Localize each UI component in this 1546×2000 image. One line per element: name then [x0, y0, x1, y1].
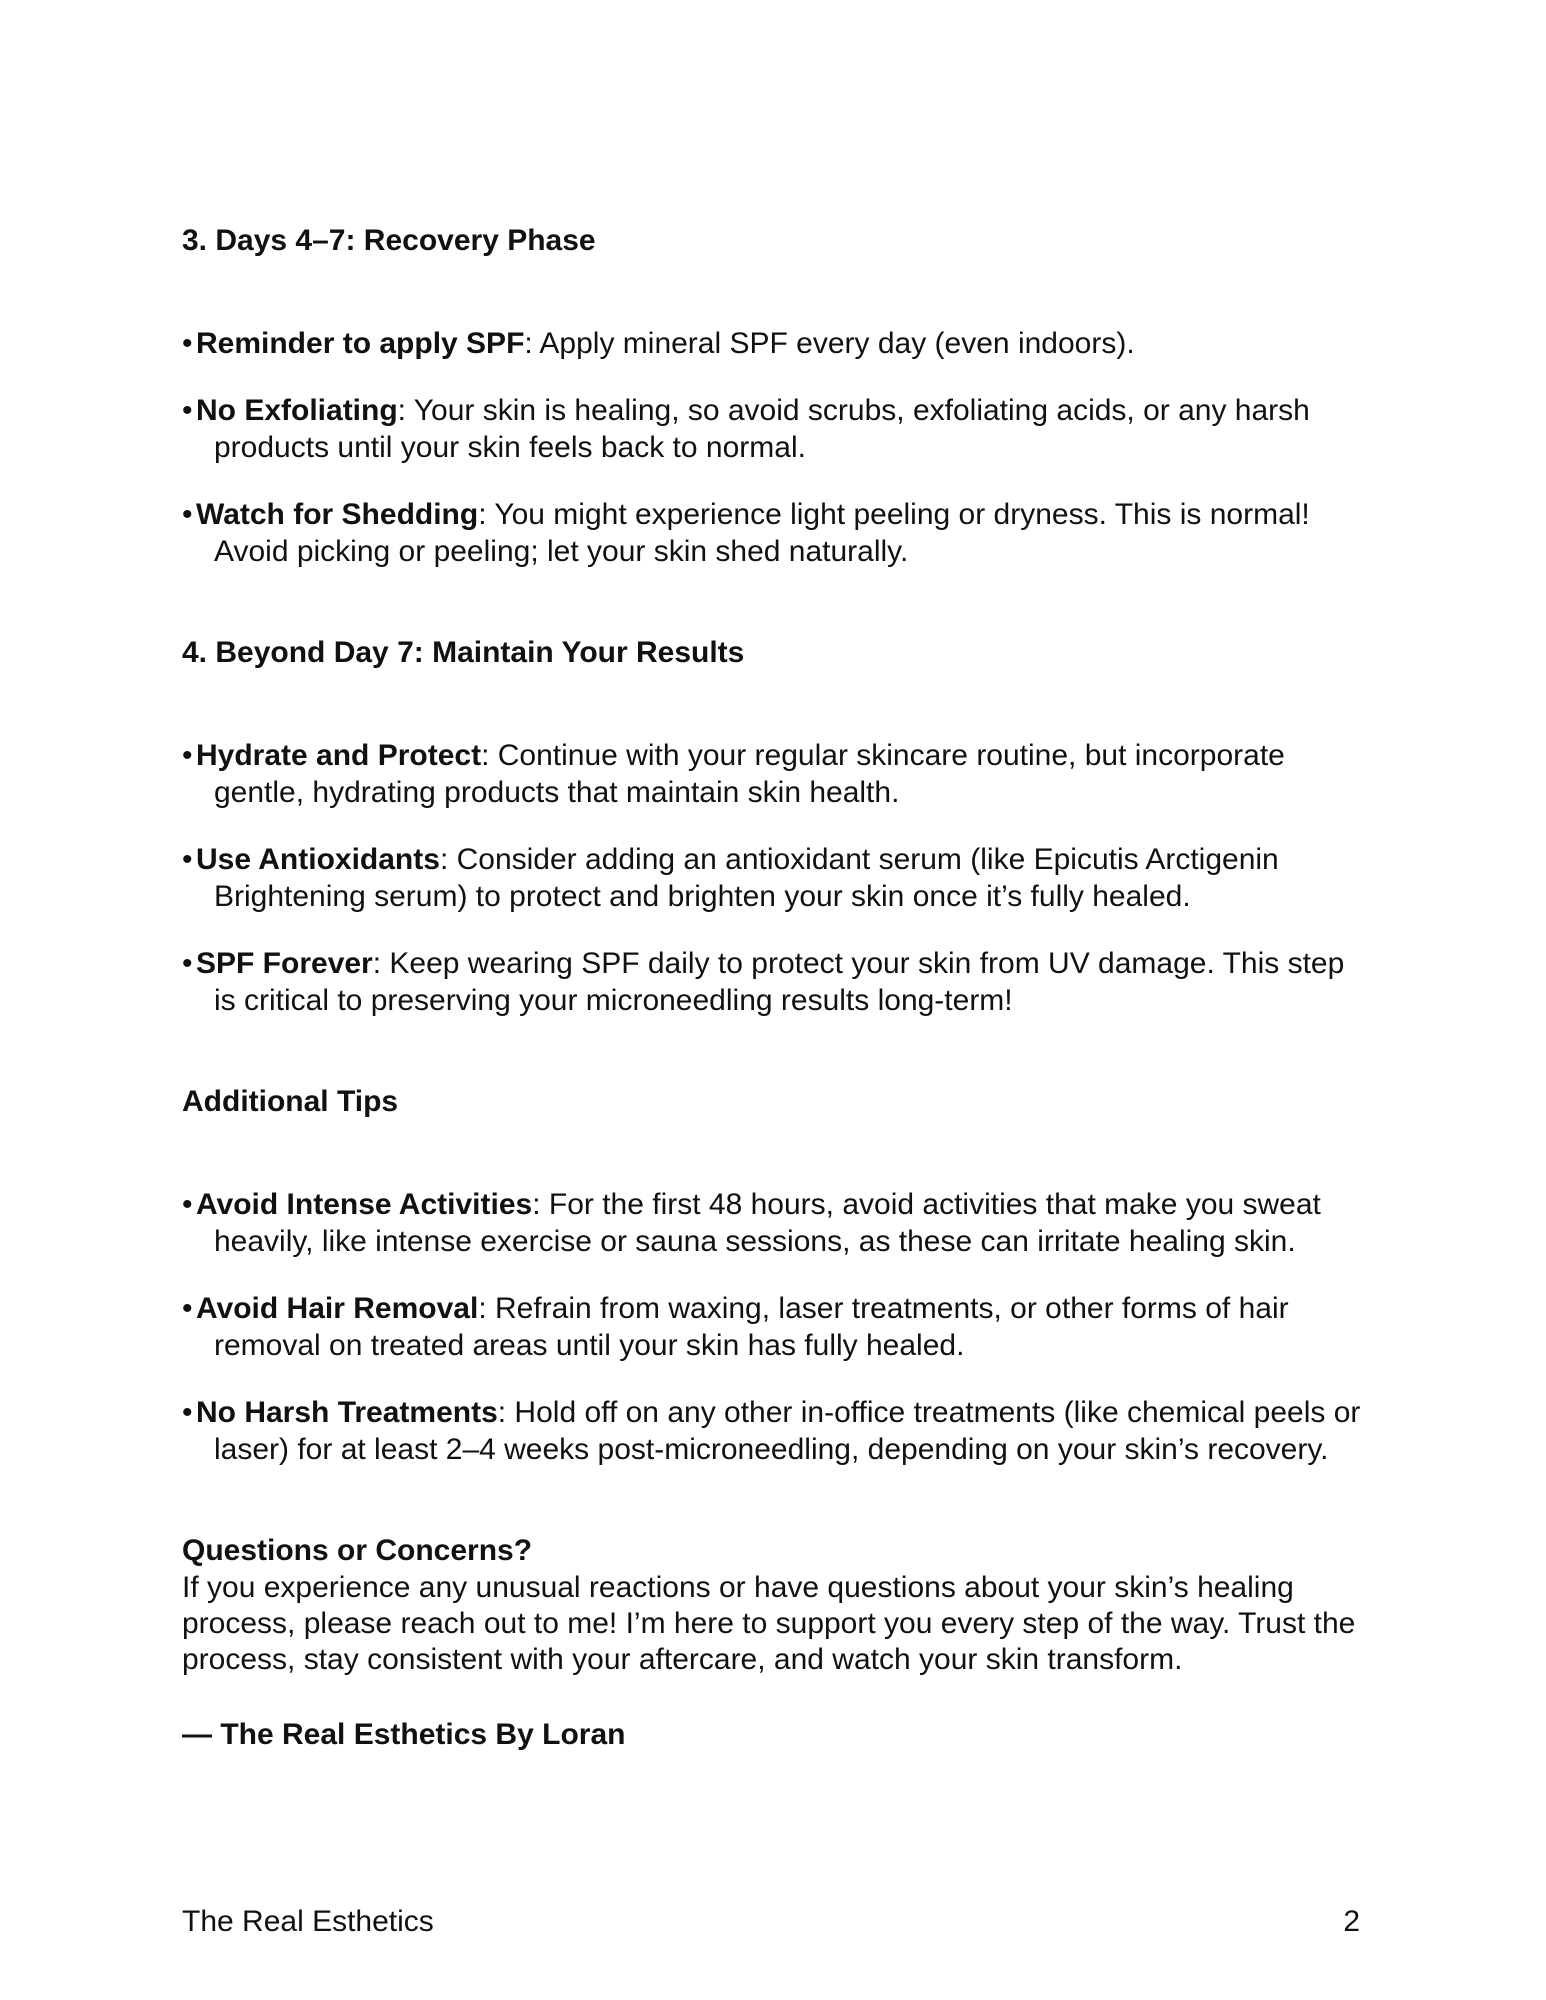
closing-heading: Questions or Concerns? — [182, 1534, 533, 1567]
bullet-title: No Harsh Treatments — [196, 1396, 498, 1429]
bullet-text: : You might experience light peeling or dryness. This is normal! Avoid picking or peeling; let your skin shed naturally. — [214, 498, 1310, 568]
bullet-icon: • — [182, 843, 193, 876]
bullet-text: : Consider adding an antioxidant serum (like Epicutis Arctigenin Brightening serum) to protect and brighten your skin once it’s fully healed. — [214, 843, 1279, 913]
bullet-text: : Your skin is healing, so avoid scrubs, exfoliating acids, or any harsh products until your skin feels back to normal. — [214, 394, 1310, 464]
bullet-title: Hydrate and Protect — [196, 739, 482, 772]
bullet-item — [182, 392, 1362, 466]
section-heading-maintain: 4. Beyond Day 7: Maintain Your Results — [182, 636, 745, 669]
bullet-text: : For the first 48 hours, avoid activities that make you sweat heavily, like intense exercise or sauna sessions, as these can irritate healing skin. — [214, 1188, 1321, 1258]
page-number: 2 — [1343, 1905, 1360, 1938]
bullet-title: Avoid Hair Removal — [196, 1292, 479, 1325]
bullet-item — [182, 841, 1362, 915]
bullet-item — [182, 945, 1362, 1019]
bullet-text: : Hold off on any other in-office treatments (like chemical peels or laser) for at least 2–4 weeks post-microneedling, depending on your skin’s recovery. — [214, 1396, 1361, 1466]
bullet-text: : Apply mineral SPF every day (even indoors). — [524, 327, 1135, 360]
bullet-icon: • — [182, 1396, 193, 1429]
bullet-icon: • — [182, 739, 193, 772]
page-content — [182, 222, 1362, 1754]
bullet-title: Reminder to apply SPF — [196, 327, 525, 360]
bullet-icon: • — [182, 1292, 193, 1325]
signature: — The Real Esthetics By Loran — [182, 1718, 626, 1751]
bullet-item — [182, 737, 1362, 811]
section-heading-additional-tips: Additional Tips — [182, 1085, 399, 1118]
bullet-title: No Exfoliating — [196, 394, 398, 427]
bullet-text: : Refrain from waxing, laser treatments, or other forms of hair removal on treated areas until your skin has fully healed. — [214, 1292, 1289, 1362]
bullet-item — [182, 1186, 1362, 1260]
bullet-title: SPF Forever — [196, 947, 373, 980]
bullet-title: Use Antioxidants — [196, 843, 440, 876]
bullet-icon: • — [182, 327, 193, 360]
bullet-item — [182, 1394, 1362, 1468]
footer-title: The Real Esthetics — [182, 1905, 434, 1938]
bullet-item — [182, 1290, 1362, 1364]
bullet-icon: • — [182, 394, 193, 427]
bullet-item — [182, 496, 1362, 570]
bullet-icon: • — [182, 947, 193, 980]
bullet-icon: • — [182, 498, 193, 531]
bullet-item — [182, 325, 1362, 362]
bullet-text: : Continue with your regular skincare routine, but incorporate gentle, hydrating products that maintain skin health. — [214, 739, 1285, 809]
closing-paragraph: If you experience any unusual reactions or have questions about your skin’s healing process, please reach out to me! I’m here to support you every step of the way. Trust the process, stay consistent with your aftercare, and watch your skin transform. — [182, 1571, 1356, 1676]
bullet-title: Avoid Intense Activities — [196, 1188, 533, 1221]
bullet-title: Watch for Shedding — [196, 498, 479, 531]
bullet-text: : Keep wearing SPF daily to protect your skin from UV damage. This step is critical to preserving your microneedling results long-term! — [214, 947, 1345, 1017]
section-heading-recovery: 3. Days 4–7: Recovery Phase — [182, 224, 596, 257]
bullet-icon: • — [182, 1188, 193, 1221]
